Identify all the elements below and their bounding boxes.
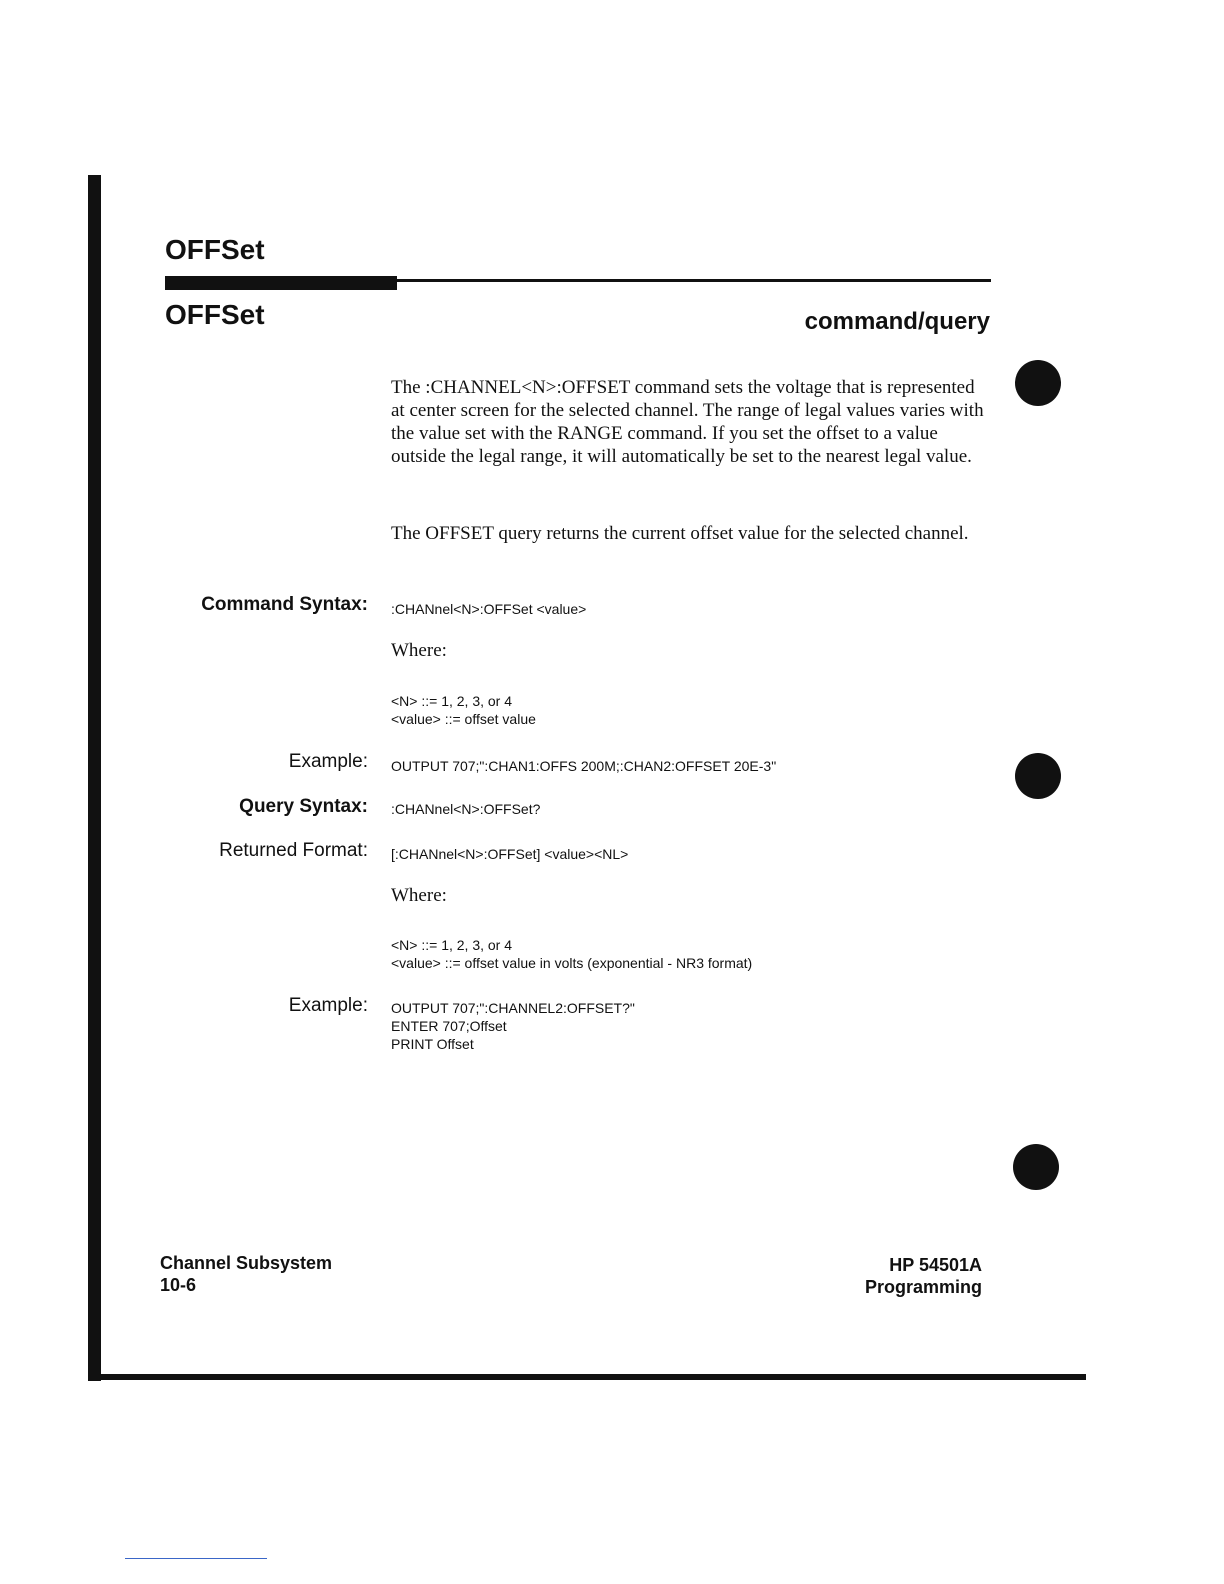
query-syntax-value: :CHANnel<N>:OFFSet? <box>391 801 541 817</box>
example-label: Example: <box>288 995 368 1016</box>
section-type: command/query <box>804 308 990 335</box>
definition-line: <value> ::= offset value in volts (exponential - NR3 format) <box>391 955 753 971</box>
where-label: Where: <box>391 885 447 906</box>
definition-line: <value> ::= offset value <box>391 711 536 727</box>
left-margin-bar <box>88 175 101 1381</box>
page-number: 10-6 <box>160 1275 197 1295</box>
example-label: Example: <box>288 751 368 772</box>
binder-hole-middle <box>1015 753 1061 799</box>
chapter-name: Channel Subsystem <box>160 1253 333 1273</box>
running-heading: OFFSet <box>165 234 265 265</box>
query-syntax-label: Query Syntax: <box>239 796 368 817</box>
section-title: OFFSet <box>165 299 265 330</box>
binder-hole-bottom <box>1013 1144 1059 1190</box>
bottom-rule <box>88 1374 1086 1380</box>
scan-artifact-line <box>125 1558 267 1559</box>
command-syntax-label: Command Syntax: <box>201 594 368 615</box>
where-label: Where: <box>391 640 447 661</box>
code-line: OUTPUT 707;":CHANNEL2:OFFSET?" <box>391 1000 635 1016</box>
manual-name: Programming <box>864 1277 982 1297</box>
definition-line: <N> ::= 1, 2, 3, or 4 <box>391 693 513 709</box>
code-line: ENTER 707;Offset <box>391 1018 507 1034</box>
example-code-block <box>391 999 635 1053</box>
description-paragraph-1: The :CHANNEL<N>:OFFSET command sets the voltage that is represented at center screen for the selected channel. The range of legal values varies with the value set with the RANGE command. If you set the offset to a value outside the legal range, it will automatically be set to the nearest legal value. <box>391 377 984 467</box>
returned-format-value: [:CHANnel<N>:OFFSet] <value><NL> <box>391 846 629 862</box>
returned-format-label: Returned Format: <box>219 840 368 861</box>
code-line: PRINT Offset <box>391 1036 474 1052</box>
footer-right <box>865 1254 982 1298</box>
definition-list <box>391 692 536 728</box>
footer-left <box>160 1252 332 1296</box>
product-name: HP 54501A <box>889 1255 982 1275</box>
example-code: OUTPUT 707;":CHAN1:OFFS 200M;:CHAN2:OFFSET 20E-3" <box>391 758 777 774</box>
description-paragraph-2: The OFFSET query returns the current offset value for the selected channel. <box>391 523 969 544</box>
section-rule-tab <box>165 276 397 290</box>
command-syntax-value: :CHANnel<N>:OFFSet <value> <box>391 601 587 617</box>
binder-hole-top <box>1015 360 1061 406</box>
definition-list <box>391 936 752 972</box>
definition-line: <N> ::= 1, 2, 3, or 4 <box>391 937 513 953</box>
